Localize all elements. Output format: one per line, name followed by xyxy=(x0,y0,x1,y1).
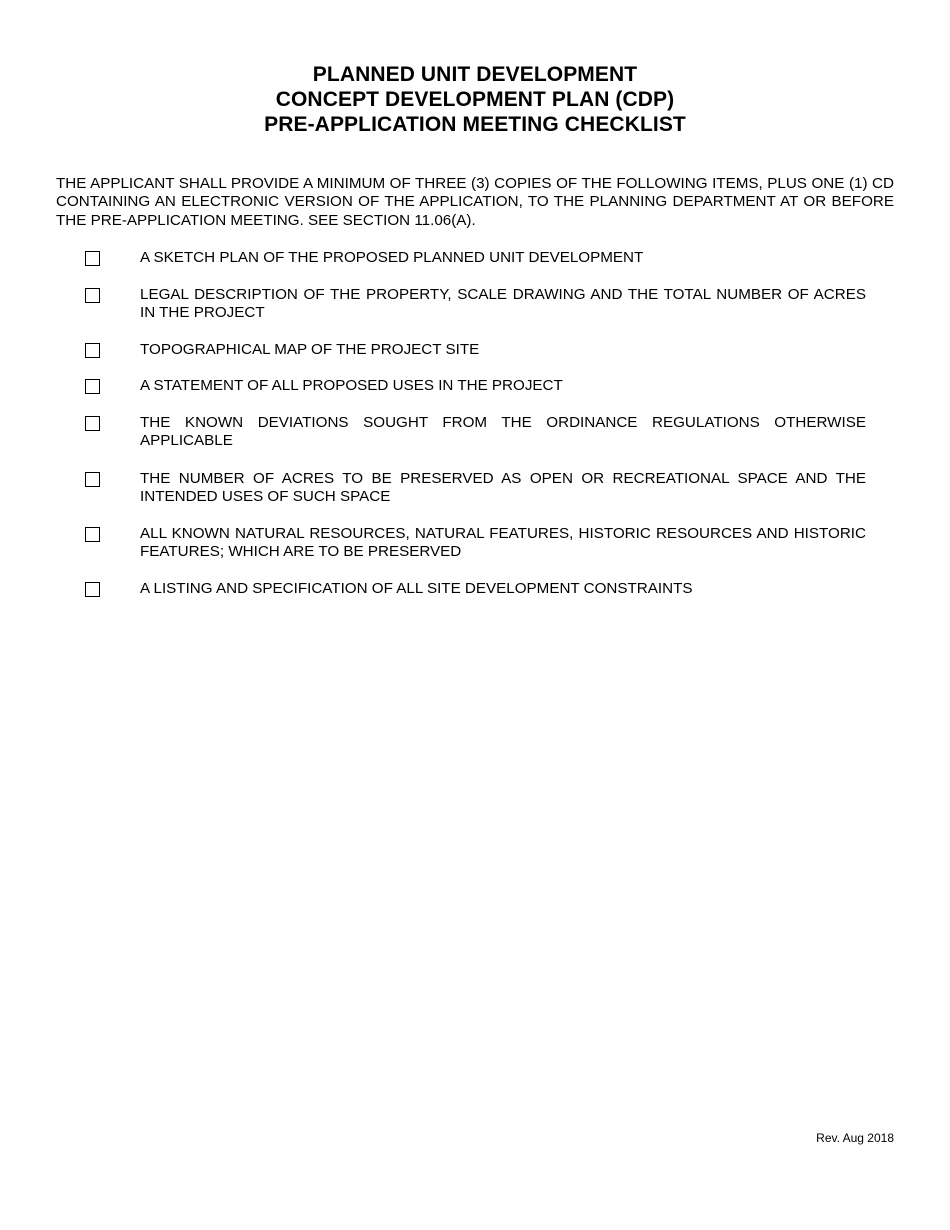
title-line-1: PLANNED UNIT DEVELOPMENT xyxy=(312,63,638,86)
revision-note: Rev. Aug 2018 xyxy=(816,1131,894,1145)
checkbox-topographical-map[interactable] xyxy=(85,343,100,358)
checklist-item-site-constraints xyxy=(85,581,866,621)
title-line-3: PRE-APPLICATION MEETING CHECKLIST xyxy=(264,113,686,136)
checkbox-site-constraints[interactable] xyxy=(85,582,100,597)
checklist-item-open-space xyxy=(85,471,866,511)
checkbox-known-deviations[interactable] xyxy=(85,416,100,431)
checklist-item-proposed-uses xyxy=(85,378,866,418)
checklist-item-label: A LISTING AND SPECIFICATION OF ALL SITE DEVELOPMENT CONSTRAINTS xyxy=(140,580,693,597)
checklist-item-legal-description xyxy=(85,287,866,327)
title-line-2: CONCEPT DEVELOPMENT PLAN (CDP) xyxy=(275,88,675,111)
checkbox-proposed-uses[interactable] xyxy=(85,379,100,394)
checklist-item-topographical-map xyxy=(85,342,866,382)
checklist-item-label: ALL KNOWN NATURAL RESOURCES, NATURAL FEATURES, HISTORIC RESOURCES AND HISTORIC FEATURES; WHICH ARE TO BE PRESERVED xyxy=(140,525,866,561)
checklist-item-sketch-plan xyxy=(85,250,866,290)
checklist-item-natural-resources xyxy=(85,526,866,566)
intro-paragraph: THE APPLICANT SHALL PROVIDE A MINIMUM OF THREE (3) COPIES OF THE FOLLOWING ITEMS, PLUS ONE (1) CD CONTAINING AN ELECTRONIC VERSION OF THE APPLICATION, TO THE PLANNING DEPARTMENT AT OR BEFORE THE PRE-APPLICATION MEETING. SEE SECTION 11.06(A). xyxy=(56,175,894,229)
checklist-item-label: A STATEMENT OF ALL PROPOSED USES IN THE PROJECT xyxy=(140,377,563,394)
checklist-item-known-deviations xyxy=(85,415,866,455)
checklist-item-label: THE NUMBER OF ACRES TO BE PRESERVED AS OPEN OR RECREATIONAL SPACE AND THE INTENDED USES OF SUCH SPACE xyxy=(140,470,866,506)
checklist-item-label: THE KNOWN DEVIATIONS SOUGHT FROM THE ORDINANCE REGULATIONS OTHERWISE APPLICABLE xyxy=(140,414,866,450)
checklist-item-label: TOPOGRAPHICAL MAP OF THE PROJECT SITE xyxy=(140,341,480,358)
checkbox-sketch-plan[interactable] xyxy=(85,251,100,266)
checkbox-natural-resources[interactable] xyxy=(85,527,100,542)
checkbox-open-space[interactable] xyxy=(85,472,100,487)
checklist-item-label: A SKETCH PLAN OF THE PROPOSED PLANNED UNIT DEVELOPMENT xyxy=(140,249,644,266)
checklist-item-label: LEGAL DESCRIPTION OF THE PROPERTY, SCALE DRAWING AND THE TOTAL NUMBER OF ACRES IN THE PROJECT xyxy=(140,286,866,322)
checkbox-legal-description[interactable] xyxy=(85,288,100,303)
